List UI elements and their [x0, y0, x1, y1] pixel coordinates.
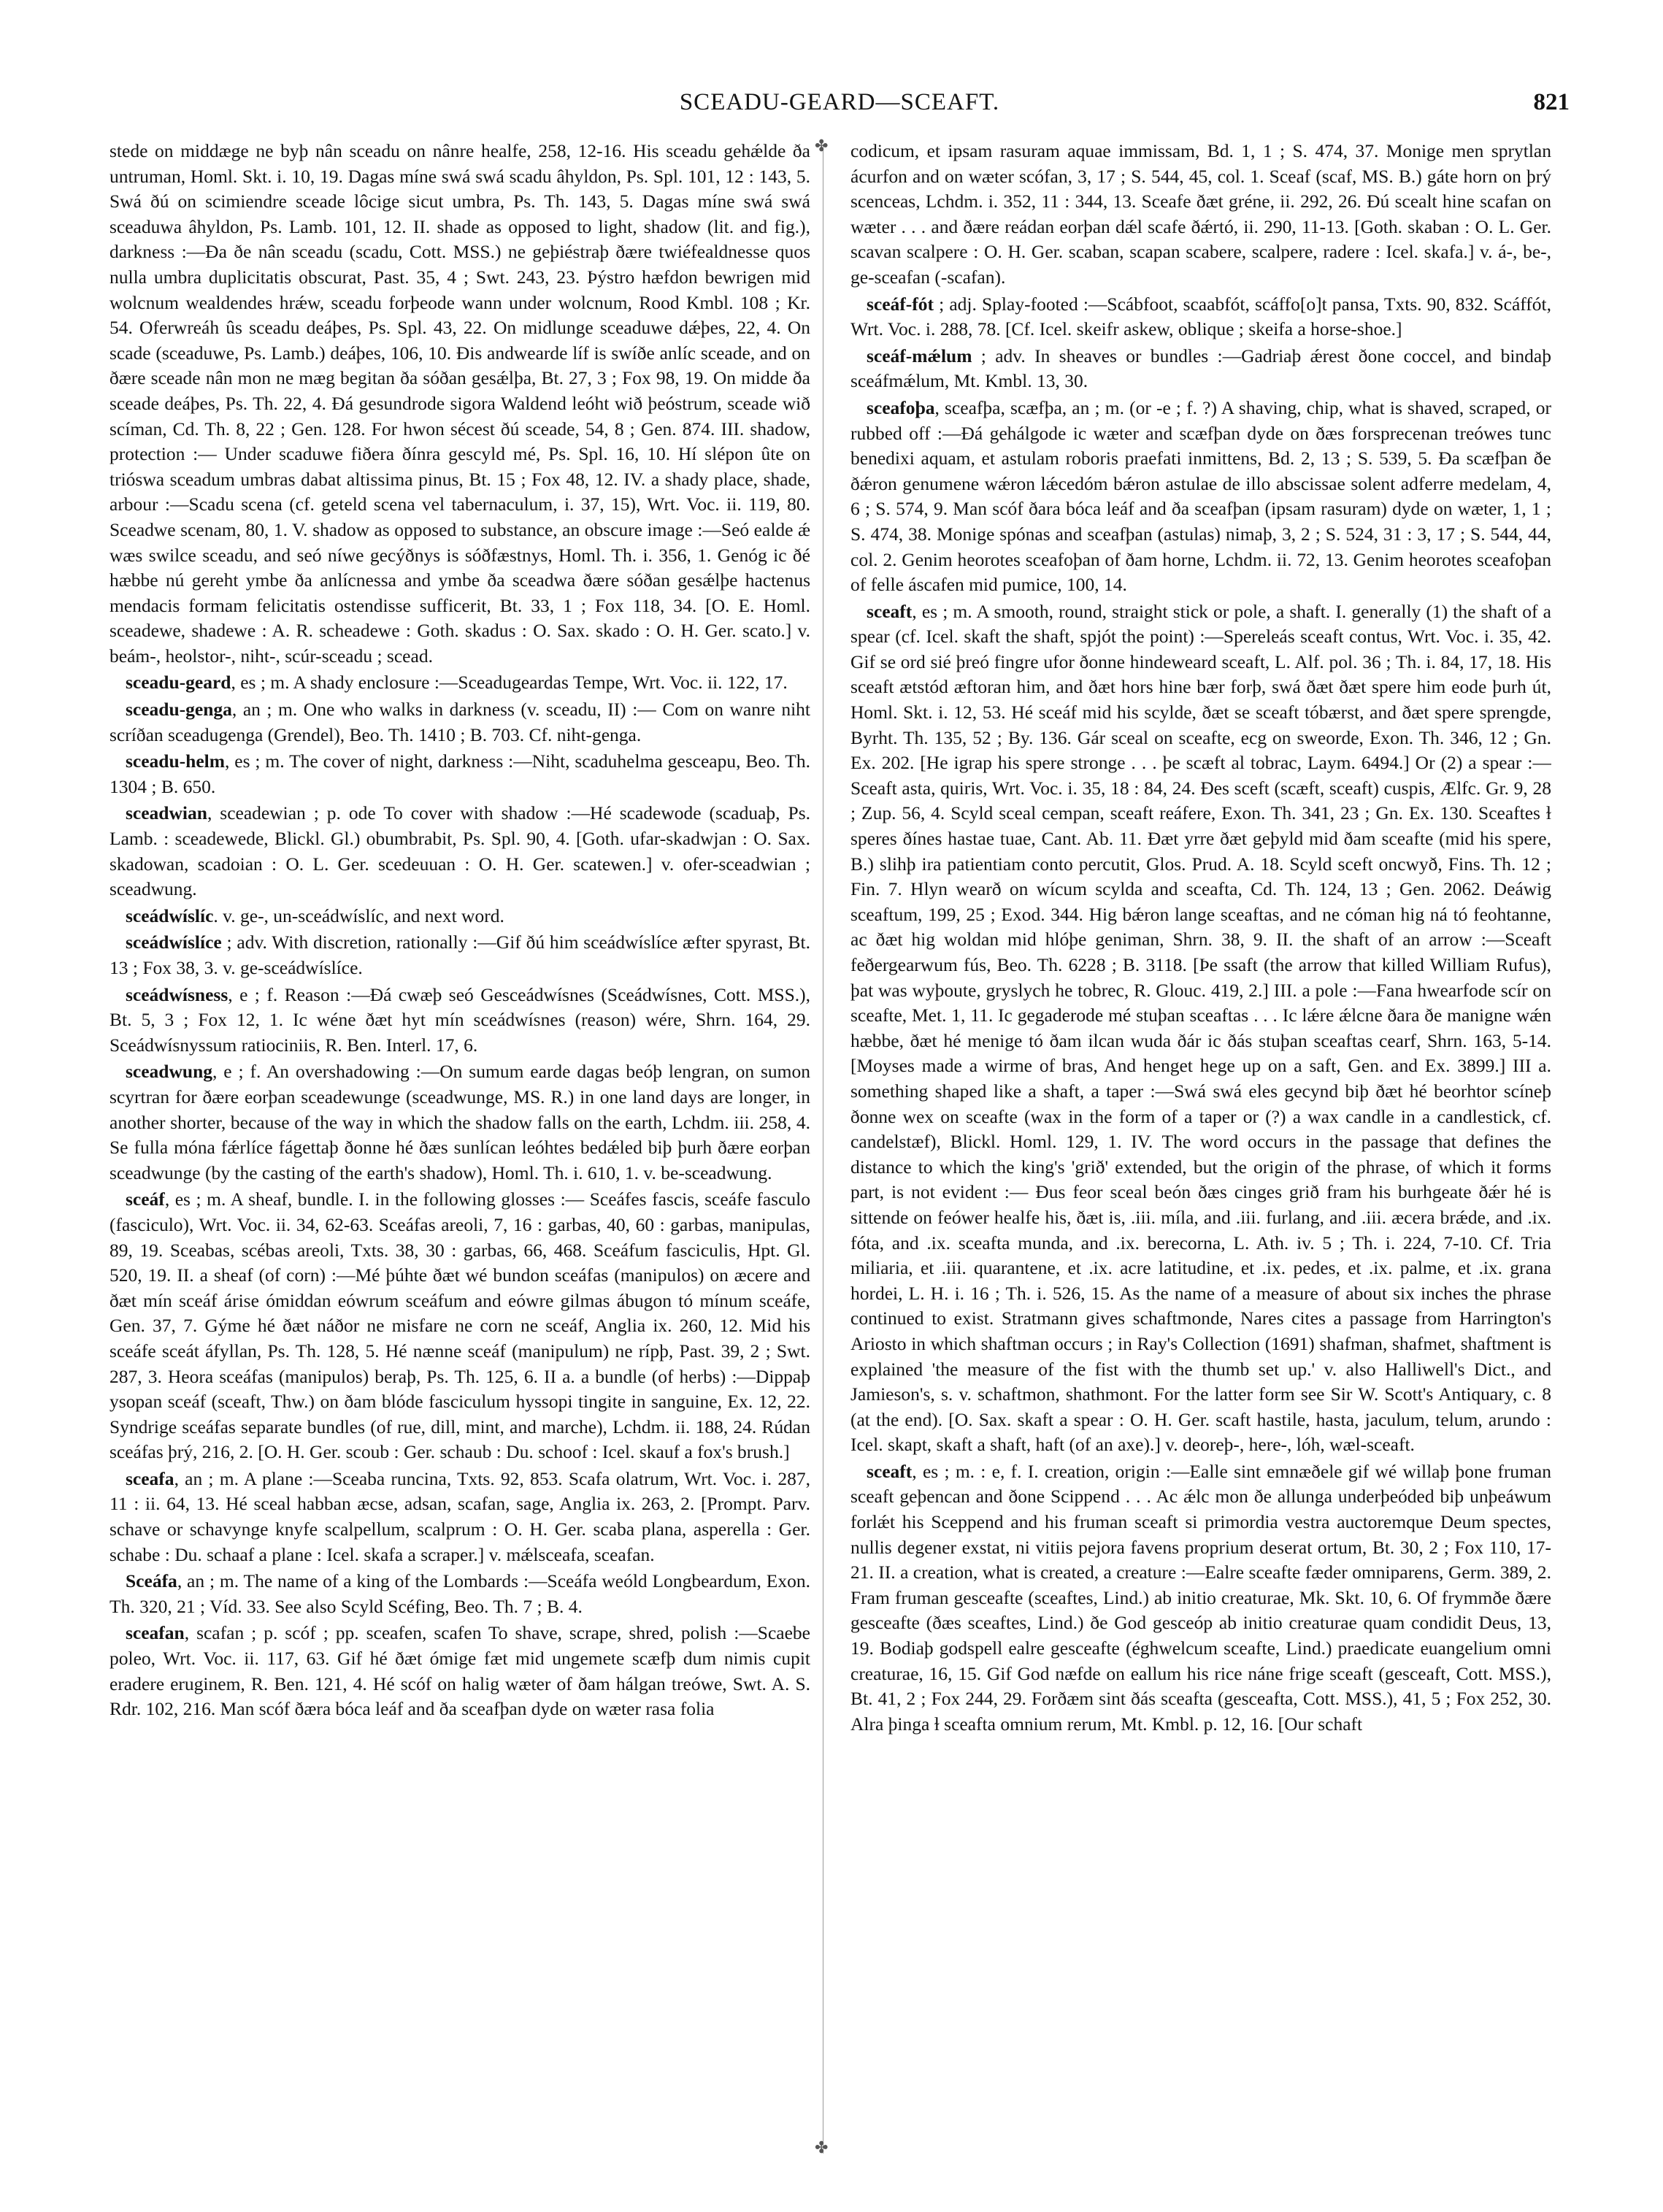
right-column	[850, 139, 1551, 2154]
dictionary-entry	[850, 599, 1551, 1458]
running-title: SCEADU-GEARD—SCEAFT.	[679, 89, 1000, 115]
entry-body: ; adj. Splay-footed :—Scábfoot, scaabfót, scáffo[o]t pansa, Txts. 90, 832. Scáffót, Wrt. Voc. i. 288, 78. [Cf. Icel. skeifr askew, oblique ; skeifa a horse-shoe.]	[850, 293, 1551, 340]
entry-body: , sceafþa, scæfþa, an ; m. (or -e ; f. ?) A shaving, chip, what is shaved, scraped, or rubbed off :—Ðá gehálgode ic wæter and scæfþan dyde on ðæs forsprecenan treówes tunc benedixi aquam, et astulam roboris praefati inmittens, Bd. 2, 13 ; S. 539, 5. Ða scæfþan ðe ðǽron genumene wǽron lǽcedóm bǽron astulae de illo abscissae solent adferre medelam, 4, 6 ; S. 574, 9. Man scóf ðara bóca leáf and ða sceafþan (ipsam rasuram) dyde on wæter, 1, 1 ; S. 474, 38. Monige spónas and sceafþan (astulas) nimaþ, 3, 2 ; S. 524, 31 : 3, 17 ; S. 544, 44, col. 2. Genim heorotes sceafoþan of ðam horne, Lchdm. ii. 72, 13. Genim heorotes sceafoþan of felle áscafen mid pumice, 100, 14.	[850, 396, 1551, 596]
dictionary-entry	[850, 344, 1551, 394]
entry-body: stede on middæge ne byþ nân sceadu on nânre healfe, 258, 12-16. His sceadu gehǽlde ða untruman, Homl. Skt. i. 10, 19. Dagas míne swá swá scadu âhyldon, Ps. Spl. 101, 12 : 143, 5. Swá ðú on scimiendre sceade lôcige sicut umbra, Ps. Th. 143, 5. Dagas míne swá swá sceaduwa âhyldon, Ps. Lamb. 101, 12. II. shade as opposed to light, shadow (lit. and fig.), darkness :—Ða ðe nân sceadu (scadu, Cott. MSS.) ne geþiéstraþ ðære twiéfealdnesse quos nulla umbra duplicitatis obscurat, Past. 35, 4 ; Swt. 243, 23. Þýstro hæfdon bewrigen mid wolcnum wealdendes hrǽw, sceadu forþeode wann under wolcnum, Rood Kmbl. 108 ; Kr. 54. Oferwreáh ûs sceadu deáþes, Ps. Spl. 43, 22. On midlunge sceaduwe dǽþes, 22, 4. On scade (sceaduwe, Ps. Lamb.) deáþes, 106, 10. Ðis andwearde líf is swíðe anlíc sceade, and on ðære sceade nân mon ne mæg begitan ða sóðan gesǽlþa, Bt. 27, 3 ; Fox 98, 19. On midde ða sceade deáþes, Ps. Th. 22, 4. Ðá gesundrode sigora Waldend leóht wið þeóstrum, sceade wið scíman, Cd. Th. 8, 22 ; Gen. 128. For hwon sécest ðú sceade, 54, 8 ; Gen. 874. III. shadow, protection :— Under scaduwe fiðera ðínra gescyld mé, Ps. Spl. 16, 10. Hí slépon ûte on trióswa sceadum umbras dabat altissima pinus, Bt. 15 ; Fox 48, 12. IV. a shady place, shade, arbour :—Scadu scena (cf. geteld scena vel tabernaculum, i. 37, 15), Wrt. Voc. ii. 119, 80. Sceadwe scenam, 80, 1. V. shadow as opposed to substance, an obscure image :—Seó ealde ǽ wæs swilce sceadu, and seó níwe gecýðnys is sóðfæstnys, Homl. Th. i. 356, 1. Genóg ic ðé hæbbe nú gereht ymbe ða anlícnessa and ymbe ða sceadwa ðære sóðan gesǽlþe hactenus mendacis formam felicitatis ostendisse sufficerit, Bt. 33, 1 ; Fox 118, 34. [O. E. Homl. sceadewe, shadewe : A. R. scheadewe : Goth. skadus : O. Sax. skado : O. H. Ger. scato.] v. beám-, heolstor-, niht-, scúr-sceadu ; scead.	[110, 140, 810, 667]
entry-headword: sceáf-fót	[867, 293, 934, 315]
entry-headword: sceaft	[867, 1460, 913, 1482]
gutter-ornament-bottom: ✤	[815, 2139, 829, 2157]
entry-body: , an ; m. A plane :—Sceaba runcina, Txts. 92, 853. Scafa olatrum, Wrt. Voc. i. 287, 11 : ii. 64, 13. Hé sceal habban æcse, adsan, scafan, sage, Anglia ix. 263, 2. [Prompt. Parv. schave or schavynge knyfe scalpellum, scalprum : O. H. Ger. scaba plana, asperella : Ger. schabe : Du. schaaf a plane : Icel. skafa a scraper.] v. mǽlsceafa, sceafan.	[110, 1467, 810, 1565]
entry-body: ; adv. In sheaves or bundles :—Gadriaþ ǽrest ðone coccel, and bindaþ sceáfmǽlum, Mt. Kmbl. 13, 30.	[850, 345, 1551, 392]
entry-body: , an ; m. The name of a king of the Lombards :—Sceáfa weóld Longbeardum, Exon. Th. 320, 21 ; Víd. 33. See also Scyld Scéfing, Beo. Th. 7 ; B. 4.	[110, 1570, 810, 1617]
entry-body: , e ; f. An overshadowing :—On sumum earde dagas beóþ lengran, on sumon scyrtran for ðære eorþan sceadewunge (sceadwunge, MS. R.) in one land days are longer, in another shorter, because of the way in which the shadow falls on the earth, Lchdm. iii. 258, 4. Se fulla móna fǽrlíce fágettaþ ðonne hé ðæs sunlícan leóhtes bedǽled biþ þurh ðære eorþan sceadwunge (by the casting of the earth's shadow), Homl. Th. i. 610, 1. v. be-sceadwung.	[110, 1061, 810, 1183]
entry-body: , e ; f. Reason :—Ðá cwæþ seó Gesceádwísnes (Sceádwísnes, Cott. MSS.), Bt. 5, 3 ; Fox 12, 1. Ic wéne ðæt hyt mín sceádwísnes (reason) wére, Shrn. 164, 29. Sceádwísnyssum ratiociniis, R. Ben. Interl. 17, 6.	[110, 983, 810, 1056]
dictionary-entry	[110, 801, 810, 902]
entry-headword: sceáf-mǽlum	[867, 345, 972, 366]
dictionary-entry	[110, 1621, 810, 1721]
entry-headword: sceafa	[126, 1467, 174, 1489]
entry-body: , sceadewian ; p. ode To cover with shadow :—Hé scadewode (scaduaþ, Ps. Lamb. : sceadewede, Blickl. Gl.) obumbrabit, Ps. Spl. 90, 4. [Goth. ufar-skadwjan : O. Sax. skadowan, scadoian : O. L. Ger. scedeuuan : O. H. Ger. scatewen.] v. ofer-sceadwian ; sceadwung.	[110, 802, 810, 900]
entry-headword: sceadwung	[126, 1061, 213, 1083]
left-column	[110, 139, 810, 2154]
dictionary-entry	[110, 983, 810, 1059]
entry-headword: sceáf	[126, 1188, 165, 1210]
entry-headword: sceaft	[867, 600, 913, 622]
dictionary-entry	[850, 139, 1551, 291]
entry-headword: sceádwíslíce	[126, 932, 222, 953]
dictionary-entry	[110, 1569, 810, 1619]
dictionary-entry	[110, 1059, 810, 1186]
entry-headword: sceafoþa	[867, 396, 935, 418]
entry-body: , es ; m. A shady enclosure :—Sceadugeardas Tempe, Wrt. Voc. ii. 122, 17.	[231, 672, 788, 694]
entry-body: , es ; m. A smooth, round, straight stick or pole, a shaft. I. generally (1) the shaft of a spear (cf. Icel. skaft the shaft, spjót the point) :—Spereleás sceaft contus, Wrt. Voc. i. 35, 42. Gif se ord sié þreó fingre ufor ðonne hindeweard sceaft, L. Alf. pol. 36 ; Th. i. 84, 17, 18. His sceaft ætstód æftoran him, and ðæt hors hine bær forþ, swá ðæt ðæt spere him eode þurh út, Homl. Skt. i. 12, 53. Hé sceáf mid his scylde, ðæt se sceaft tóbærst, and ðæt spere sprengde, Byrht. Th. 135, 52 ; By. 136. Gár sceal on sceafte, ecg on sweorde, Exon. Th. 346, 12 ; Gn. Ex. 202. [He igrap his spere stronge . . . þe scæft al tobrac, Laym. 6494.] Or (2) a spear :—Sceaft asta, quiris, Wrt. Voc. i. 35, 18 : 84, 24. Ðes sceft (scæft, sceaft) cuspis, Ælfc. Gr. 9, 28 ; Zup. 56, 4. Scyld sceal cempan, sceaft reáfere, Exon. Th. 341, 23 ; Gn. Ex. 130. Sceaftes ɫ speres ðínes hastae tuae, Cant. Ab. 11. Ðæt yrre ðæt geþyld mid ðam sceafte (mid his spere, B.) slihþ ira patientiam conto percutit, Glos. Prud. A. 18. Scyld sceft oncwyð, Fins. Th. 12 ; Fin. 7. Hlyn wearð on wícum scylda and sceafta, Cd. Th. 124, 13 ; Gen. 2062. Deáwig sceaftum, 199, 25 ; Exod. 344. Hig bǽron lange sceaftas, and ne cóman hig ná tó feohtanne, ac ðæt hig woldan mid hlóþe geniman, Shrn. 38, 9. II. the shaft of an arrow :—Sceaft feðergearwum fús, Beo. Th. 6228 ; B. 3118. [Þe ssaft (the arrow that killed William Rufus), þat was wyþoute, gryslych he tobrec, R. Glouc. 419, 2.] III. a pole :—Fana hwearfode scír on sceafte, Met. 1, 11. Ic gegaderode mé stuþan sceaftas . . . Ic lǽre ǽlcne ðara ðe manigne wǽn hæbbe, ðæt hé menige tó ðam ilcan wuda ðár ic ðás stuþan sceaftas cearf, Shrn. 163, 5-14. [Moyses made a wirme of bras, And henget hege up on a saft, Gen. and Ex. 3899.] III a. something shaped like a shaft, a taper :—Swá swá eles gecynd biþ ðæt hé beorhtor scíneþ ðonne wex on sceafte (wax in the form of a taper or (?) a wax candle in a candlestick, cf. candelstæf), Blickl. Homl. 129, 1. IV. The word occurs in the passage that defines the distance to which the king's 'grið' extended, but the origin of the phrase, of which it forms part, is not evident :— Ðus feor sceal beón ðæs cinges grið fram his burhgeate ðǽr hé is sittende on feówer healfe his, ðæt is, .iii. míla, and .iii. furlang, and .iii. æcera brǽde, and .ix. fóta, and .ix. sceafta munda, and .ix. berecorna, L. Ath. iv. 5 ; Th. i. 224, 7-10. Cf. Tria miliaria, et .iii. quarantene, et .ix. acre latitudine, et .ix. pedes, et .ix. palme, et .ix. grana hordei, L. H. i. 16 ; Th. i. 526, 15. As the name of a measure of about six inches the phrase continued to exist. Stratmann gives schaftmonde, Nares cites a passage from Harrington's Ariosto in which shaftman occurs ; in Ray's Collection (1691) shafman, shafmet, shaftment is explained 'the measure of the fist with the thumb set up.' v. also Halliwell's Dict., and Jamieson's, s. v. schaftmon, shathmont. For the latter form see Sir W. Scott's Antiquary, c. 8 (at the end). [O. Sax. skaft a spear : O. H. Ger. scaft hastile, hasta, jaculum, telum, arundo : Icel. skapt, skaft a shaft, haft (of an axe).] v. deoreþ-, here-, lóh, wæl-sceaft.	[850, 600, 1551, 1456]
entry-body: , scafan ; p. scóf ; pp. sceafen, scafen To shave, scrape, shred, polish :—Scaebe poleo, Wrt. Voc. ii. 117, 63. Gif hé ðæt ómige fæt mid ungemete scæfþ dum nimis cupit eradere eruginem, R. Ben. 121, 4. Hé scóf on halig wæter of ðam hálgan treówe, Swt. A. S. Rdr. 102, 216. Man scóf ðæra bóca leáf and ða sceafþan dyde on wæter rasa folia	[110, 1622, 810, 1720]
dictionary-entry	[850, 396, 1551, 598]
entry-body: , es ; m. The cover of night, darkness :—Niht, scaduhelma gesceapu, Beo. Th. 1304 ; B. 650.	[110, 750, 810, 797]
entry-headword: sceádwísness	[126, 983, 228, 1005]
gutter-ornament-top: ✤	[815, 137, 829, 155]
entry-headword: Sceáfa	[126, 1570, 177, 1592]
dictionary-entry	[110, 1187, 810, 1465]
entry-body: codicum, et ipsam rasuram aquae immissam, Bd. 1, 1 ; S. 474, 37. Monige men sprytlan ácurfon and on wæter scófan, 3, 17 ; S. 544, 45, col. 1. Sceaf (scaf, MS. B.) gáte horn on þrý scenceas, Lchdm. i. 352, 11 : 344, 13. Sceafe ðæt gréne, ii. 292, 26. Ðú scealt hine scafan on wæter . . . and ðære reádan eorþan dǽl scafe ðǽrtó, ii. 290, 11-13. [Goth. skaban : O. L. Ger. scavan scalpere : O. H. Ger. scaban, scapan scabere, scalpere, radere : Icel. skafa.] v. á-, be-, ge-sceafan (-scafan).	[850, 140, 1551, 288]
dictionary-entry	[850, 292, 1551, 342]
dictionary-entry	[110, 1467, 810, 1567]
entry-body: , es ; m. : e, f. I. creation, origin :—Ealle sint emnæðele gif wé willaþ þone fruman sceaft geþencan and ðone Scippend . . . Ac ǽlc mon ðe allunga underþeóded biþ unþeáwum forlǽt his Sceppend and his fruman sceaft si primordia vestra auctoremque Deum spectes, nullis degener exstat, ni vitiis pejora favens proprium deserat ortum, Bt. 30, 2 ; Fox 110, 17-21. II. a creation, what is created, a creature :—Ealre sceafte fæder omniparens, Germ. 389, 2. Fram fruman gesceafte (sceaftes, Lind.) ab initio creaturae, Mk. Skt. 10, 6. Of frymmðe ðære gesceafte (ðæs sceaftes, Lind.) ðe God gesceóp ab initio creaturae quam condidit Deus, 13, 19. Bodiaþ godspell ealre gesceafte (éghwelcum sceafte, Lind.) praedicate euangelium omni creaturae, 16, 15. Gif God næfde on eallum his rice náne frige sceaft (gesceaft, Cott. MSS.), Bt. 41, 2 ; Fox 244, 29. Forðæm sint ðás sceafta (gesceafta, Cott. MSS.), 41, 5 ; Fox 252, 30. Alra þinga ɫ sceafta omnium rerum, Mt. Kmbl. p. 12, 16. [Our schaft	[850, 1460, 1551, 1735]
page-number: 821	[1533, 89, 1570, 115]
page-header	[110, 89, 1570, 126]
dictionary-entry	[110, 930, 810, 980]
dictionary-entry	[850, 1459, 1551, 1737]
entry-body: , an ; m. One who walks in darkness (v. sceadu, II) :— Com on wanre niht scríðan sceadugenga (Grendel), Beo. Th. 1410 ; B. 703. Cf. niht-genga.	[110, 699, 810, 745]
entry-headword: sceadwian	[126, 802, 207, 824]
entry-headword: sceadu-geard	[126, 672, 231, 694]
entry-headword: sceadu-genga	[126, 699, 232, 721]
entry-body: , es ; m. A sheaf, bundle. I. in the following glosses :— Sceáfes fascis, sceáfe fasculo (fasciculo), Wrt. Voc. ii. 34, 62-63. Sceáfas areoli, 7, 16 : garbas, 40, 60 : garbas, manipulas, 89, 19. Sceabas, scébas areoli, Txts. 38, 30 : garbas, 66, 468. Sceáfum fasciculis, Hpt. Gl. 520, 19. II. a sheaf (of corn) :—Mé þúhte ðæt wé bundon sceáfas (manipulos) on æcere and ðæt mín sceáf árise ómiddan eówrum sceáfum and eówre gilmas ábugon tó mínum sceáfe, Gen. 37, 7. Gýme hé ðæt náðor ne misfare ne corn ne sceáf, Anglia ix. 260, 12. Mid his sceáfe sceát áfyllan, Ps. Th. 128, 5. Hé nænne sceáf (manipulum) ne rípþ, Past. 39, 2 ; Swt. 287, 3. Heora sceáfas (manipulos) beraþ, Ps. Th. 125, 6. II a. a bundle (of herbs) :—Dippaþ ysopan sceáf (sceaft, Thw.) on ðam blóde fasciculum hyssopi tingite in sanguine, Ex. 12, 22. Syndrige sceáfas separate bundles (of rue, dill, mint, and marche), Lchdm. ii. 188, 24. Rúdan sceáfas þrý, 216, 2. [O. H. Ger. scoub : Ger. schaub : Du. schoof : Icel. skauf a fox's brush.]	[110, 1188, 810, 1463]
entry-body: ; adv. With discretion, rationally :—Gif ðú him sceádwíslíce æfter spyrast, Bt. 13 ; Fox 38, 3. v. ge-sceádwíslíce.	[110, 932, 810, 978]
dictionary-entry	[110, 697, 810, 748]
entry-body: . v. ge-, un-sceádwíslíc, and next word.	[213, 905, 504, 926]
entry-headword: sceafan	[126, 1622, 185, 1644]
dictionary-entry	[110, 139, 810, 669]
dictionary-entry	[110, 749, 810, 799]
entry-headword: sceadu-helm	[126, 750, 225, 772]
dictionary-entry	[110, 904, 810, 929]
dictionary-entry	[110, 670, 810, 696]
entry-headword: sceádwíslíc	[126, 905, 214, 926]
